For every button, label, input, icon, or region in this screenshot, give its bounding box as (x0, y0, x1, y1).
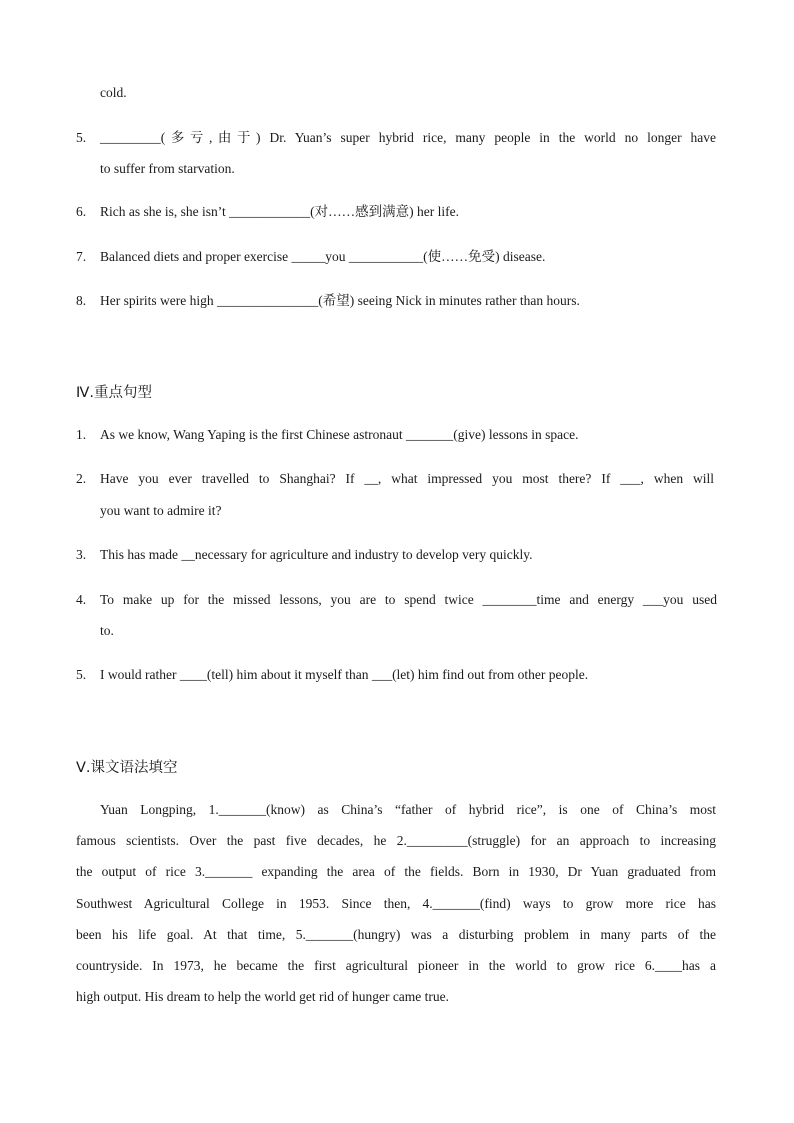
passage-line: Southwest Agricultural College in 1953. Since then, 4._______(find) ways to grow more rice has (76, 896, 716, 911)
item-number: 1. (76, 427, 87, 442)
section-heading-grammar-fill: Ⅴ.课文语法填空 (76, 760, 178, 776)
item-number: 4. (76, 592, 87, 607)
item-text-continued: to. (100, 623, 114, 638)
passage-line: countryside. In 1973, he became the first agricultural pioneer in the world to grow rice 6.____has a (76, 958, 716, 973)
item-text: I would rather ____(tell) him about it myself than ___(let) him find out from other people. (100, 667, 589, 682)
item-number: 5. (76, 667, 87, 682)
passage-line: the output of rice 3._______ expanding the area of the fields. Born in 1930, Dr Yuan graduated from (76, 864, 716, 879)
passage-line: high output. His dream to help the world get rid of hunger came true. (76, 989, 450, 1004)
passage-line: been his life goal. At that time, 5._______(hungry) was a disturbing problem in many parts of the (76, 927, 716, 942)
item-number: 2. (76, 471, 87, 486)
item-text-continued: you want to admire it? (100, 503, 222, 518)
item-number: 6. (76, 204, 87, 219)
item-text: This has made __necessary for agriculture and industry to develop very quickly. (100, 547, 533, 562)
item-text: Rich as she is, she isn’t ____________(对……感到满意) her life. (100, 204, 459, 219)
continuation-text: cold. (100, 85, 127, 100)
section-heading-key-sentences: Ⅳ.重点句型 (76, 385, 152, 401)
item-number: 8. (76, 293, 87, 308)
item-text: To make up for the missed lessons, you are to spend twice ________time and energy ___you used (100, 592, 717, 607)
item-text: Have you ever travelled to Shanghai? If __, what impressed you most there? If ___, when will (100, 471, 714, 486)
item-number: 5. (76, 130, 87, 145)
passage-line: Yuan Longping, 1._______(know) as China’s “father of hybrid rice”, is one of China’s most (100, 802, 716, 817)
item-number: 3. (76, 547, 87, 562)
item-text-continued: to suffer from starvation. (100, 161, 235, 176)
item-text: _________(多亏,由于) Dr. Yuan’s super hybrid rice, many people in the world no longer have (100, 130, 716, 145)
item-number: 7. (76, 249, 87, 264)
passage-line: famous scientists. Over the past five decades, he 2._________(struggle) for an approach to increasing (76, 833, 716, 848)
item-text: Her spirits were high _______________(希望) seeing Nick in minutes rather than hours. (100, 293, 580, 308)
item-text: As we know, Wang Yaping is the first Chinese astronaut _______(give) lessons in space. (100, 427, 579, 442)
item-text: Balanced diets and proper exercise _____you ___________(使……免受) disease. (100, 249, 546, 264)
